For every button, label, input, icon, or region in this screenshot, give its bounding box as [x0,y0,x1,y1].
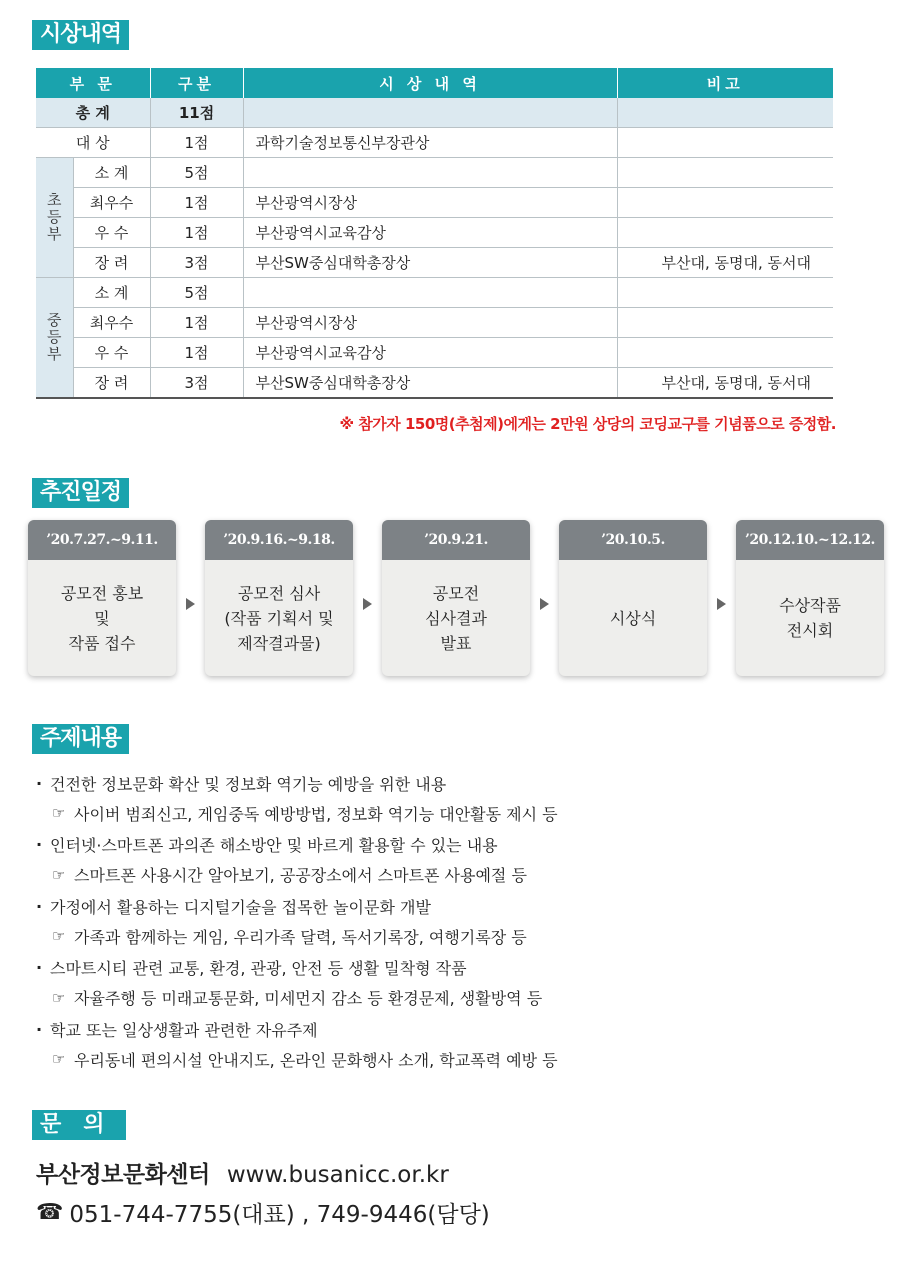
row-count: 5점 [150,278,243,308]
table-row [36,218,833,248]
total-label: 총 계 [36,98,150,128]
telephone-icon: ☎ [36,1200,64,1225]
table-row [36,158,833,188]
header-award: 시 상 내 역 [243,68,617,98]
row-label: 우 수 [73,338,150,368]
row-note [617,218,833,248]
total-count: 11점 [150,98,243,128]
pointing-hand-icon: ☞ [52,927,66,945]
schedule-desc: 수상작품 전시회 [779,596,841,640]
grand-note [617,128,833,158]
grand-label: 대 상 [36,128,150,158]
row-note: 부산대, 동명대, 동서대 [617,368,833,399]
table-row-total [36,98,833,128]
schedule-date: ’20.12.10.~12.12. [736,520,884,560]
contact-section-title: 문 의 [32,1110,126,1140]
row-award: 부산SW중심대학총장상 [243,368,617,399]
row-count: 1점 [150,338,243,368]
topic-example: 자율주행 등 미래교통문화, 미세먼지 감소 등 환경문제, 생활방역 등 [74,989,543,1008]
arrow-right-icon [363,598,372,610]
schedule-step [205,520,353,676]
list-item [36,1014,856,1076]
topic-main: 가정에서 활용하는 디지털기술을 접목한 놀이문화 개발 [50,897,431,917]
table-row [36,278,833,308]
pointing-hand-icon: ☞ [52,804,66,822]
table-row [36,188,833,218]
row-note [617,278,833,308]
website-link[interactable]: www.busanicc.or.kr [226,1162,449,1188]
table-row [36,368,833,399]
arrow-right-icon [717,598,726,610]
row-label: 소 계 [73,278,150,308]
row-label: 우 수 [73,218,150,248]
grand-count: 1점 [150,128,243,158]
schedule-date: ’20.9.16.~9.18. [205,520,353,560]
row-note [617,188,833,218]
header-note: 비고 [617,68,833,98]
schedule-step [559,520,707,676]
schedule-step [28,520,176,676]
row-count: 5점 [150,158,243,188]
schedule-desc: 공모전 심사결과 발표 [425,583,487,653]
list-item [36,953,856,1015]
bullet-icon: · [36,835,43,854]
total-award [243,98,617,128]
row-award [243,278,617,308]
row-note [617,308,833,338]
row-count: 3점 [150,368,243,399]
row-note: 부산대, 동명대, 동서대 [617,248,833,278]
grand-award: 과학기술정보통신부장관상 [243,128,617,158]
list-item [36,830,856,892]
pointing-hand-icon: ☞ [52,988,66,1007]
schedule-desc: 공모전 홍보 및 작품 접수 [60,583,144,653]
row-label: 소 계 [73,158,150,188]
prize-footnote: ※ 참가자 150명(추첨제)에게는 2만원 상당의 코딩교구를 기념품으로 증정함. [339,415,836,433]
row-label: 최우수 [73,188,150,218]
row-note [617,338,833,368]
schedule-section-title: 추진일정 [32,478,129,508]
row-award [243,158,617,188]
row-count: 1점 [150,218,243,248]
org-name: 부산정보문화센터 [36,1162,210,1188]
table-row [36,308,833,338]
table-row [36,248,833,278]
row-award: 부산광역시교육감상 [243,338,617,368]
row-count: 1점 [150,308,243,338]
topic-example: 사이버 범죄신고, 게임중독 예방방법, 정보화 역기능 대안활동 제시 등 [74,804,558,824]
awards-section-title: 시상내역 [32,20,129,50]
schedule-date: ’20.10.5. [559,520,707,560]
table-row-grand [36,128,833,158]
bullet-icon: · [36,1019,43,1039]
row-count: 3점 [150,248,243,278]
topics-section-title: 주제내용 [32,724,129,754]
contact-phone [36,1196,490,1229]
topic-main: 학교 또는 일상생활과 관련한 자유주제 [50,1020,318,1040]
topic-example: 가족과 함께하는 게임, 우리가족 달력, 독서기록장, 여행기록장 등 [74,927,527,947]
row-award: 부산광역시장상 [243,188,617,218]
row-label: 장 려 [73,248,150,278]
total-note [617,98,833,128]
group-elementary-label: 초등부 [36,158,73,278]
schedule-desc: 시상식 [609,608,657,628]
bullet-icon: · [36,958,43,977]
pointing-hand-icon: ☞ [52,1050,66,1068]
topic-main: 스마트시티 관련 교통, 환경, 관광, 안전 등 생활 밀착형 작품 [50,959,467,978]
arrow-right-icon [186,598,195,610]
header-category: 부 문 [36,68,150,98]
pointing-hand-icon: ☞ [52,865,66,884]
row-award: 부산SW중심대학총장상 [243,248,617,278]
row-label: 최우수 [73,308,150,338]
topic-main: 인터넷·스마트폰 과의존 해소방안 및 바르게 활용할 수 있는 내용 [50,836,498,855]
topics-list [36,768,856,1076]
bullet-icon: · [36,896,43,916]
row-note [617,158,833,188]
group-middle-label: 중등부 [36,278,73,399]
topic-example: 스마트폰 사용시간 알아보기, 공공장소에서 스마트폰 사용예절 등 [74,866,527,885]
table-row [36,338,833,368]
schedule-step [736,520,884,676]
topic-main: 건전한 정보문화 확산 및 정보화 역기능 예방을 위한 내용 [50,774,447,794]
schedule-desc: 공모전 심사 (작품 기획서 및 제작결과물) [224,583,334,653]
awards-table [36,68,833,399]
row-award: 부산광역시교육감상 [243,218,617,248]
table-header-row [36,68,833,98]
phone-number: 051-744-7755(대표) , 749-9446(담당) [69,1202,490,1228]
bullet-icon: · [36,773,43,793]
list-item [36,768,856,830]
row-label: 장 려 [73,368,150,399]
row-award: 부산광역시장상 [243,308,617,338]
schedule-step [382,520,530,676]
contact-org [36,1156,449,1189]
topic-example: 우리동네 편의시설 안내지도, 온라인 문화행사 소개, 학교폭력 예방 등 [74,1050,558,1070]
schedule-date: ’20.7.27.~9.11. [28,520,176,560]
list-item [36,891,856,953]
row-count: 1점 [150,188,243,218]
arrow-right-icon [540,598,549,610]
schedule-date: ’20.9.21. [382,520,530,560]
header-count: 구분 [150,68,243,98]
